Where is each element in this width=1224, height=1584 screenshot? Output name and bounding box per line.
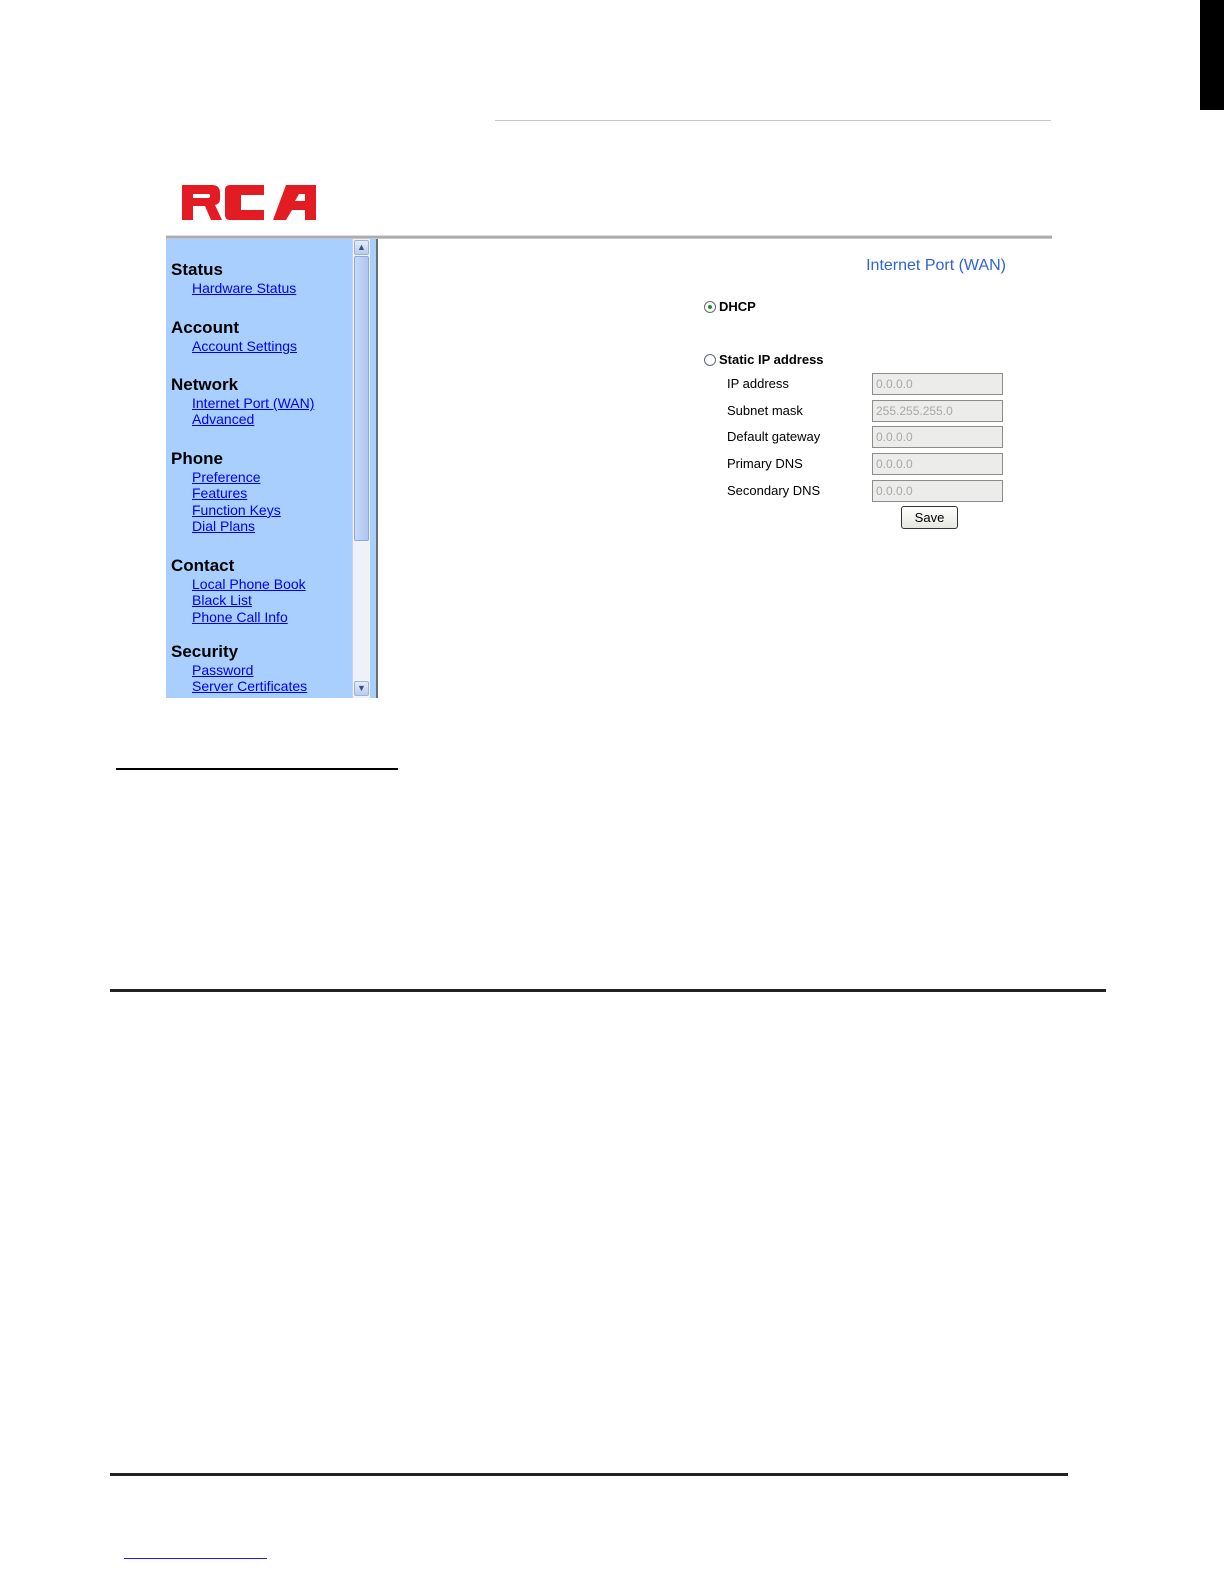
nav-group-account [171, 318, 297, 354]
nav-group-title: Contact [171, 556, 235, 575]
ip-address-label: IP address [727, 376, 789, 391]
nav-link-internet-port[interactable]: Internet Port (WAN) [192, 395, 315, 411]
web-admin-screenshot [166, 168, 1052, 698]
nav-group-title: Security [171, 642, 239, 661]
ip-address-row [727, 373, 1017, 395]
nav-group-title: Network [171, 375, 239, 394]
content-frame [378, 239, 1052, 698]
primary-dns-input[interactable]: 0.0.0.0 [872, 453, 1003, 475]
nav-frame [166, 239, 378, 698]
nav-link-server-certificates[interactable]: Server Certificates [192, 678, 308, 695]
sidebar-nav [166, 239, 352, 698]
footer-divider [110, 1473, 1068, 1476]
primary-dns-label: Primary DNS [727, 456, 803, 471]
scroll-thumb[interactable] [354, 256, 369, 541]
nav-group-network [171, 375, 314, 428]
nav-group-title: Status [171, 260, 223, 279]
nav-link-hardware-status[interactable]: Hardware Status [192, 280, 297, 296]
static-ip-option[interactable] [704, 352, 824, 367]
default-gateway-label: Default gateway [727, 429, 821, 444]
nav-link-features[interactable]: Features [192, 485, 248, 502]
nav-group-title: Phone [171, 449, 223, 468]
nav-group-title: Account [171, 318, 239, 337]
subnet-mask-input[interactable]: 255.255.255.0 [872, 400, 1003, 422]
nav-link-password[interactable]: Password [192, 662, 254, 678]
dhcp-radio[interactable] [704, 301, 716, 313]
nav-link-phone-call-info[interactable]: Phone Call Info [192, 608, 288, 625]
nav-group-status [171, 260, 296, 296]
nav-group-phone [171, 449, 281, 535]
section-underline [116, 768, 398, 770]
default-gateway-row [727, 426, 1017, 448]
scroll-down-icon[interactable]: ▼ [354, 681, 369, 696]
nav-link-function-keys[interactable]: Function Keys [192, 501, 281, 518]
nav-scrollbar[interactable] [352, 239, 370, 698]
default-gateway-input[interactable]: 0.0.0.0 [872, 426, 1003, 448]
nav-link-dial-plans[interactable]: Dial Plans [192, 518, 256, 535]
subnet-mask-label: Subnet mask [727, 403, 803, 418]
dhcp-option[interactable] [704, 299, 756, 314]
static-ip-radio[interactable] [704, 354, 716, 366]
subnet-mask-row [727, 400, 1017, 422]
ip-address-input[interactable]: 0.0.0.0 [872, 373, 1003, 395]
secondary-dns-label: Secondary DNS [727, 483, 821, 498]
secondary-dns-row [727, 480, 1017, 502]
nav-link-local-phone-book[interactable]: Local Phone Book [192, 576, 306, 592]
nav-group-contact [171, 556, 306, 625]
nav-link-advanced[interactable]: Advanced [192, 411, 255, 428]
nav-group-security [171, 642, 307, 695]
nav-link-account-settings[interactable]: Account Settings [192, 338, 298, 354]
page-edge-tab [1200, 0, 1224, 110]
primary-dns-row [727, 453, 1017, 475]
save-button[interactable]: Save [901, 506, 958, 529]
dhcp-label: DHCP [719, 299, 756, 314]
section-divider [110, 989, 1106, 992]
top-divider [495, 120, 1051, 121]
nav-link-preference[interactable]: Preference [192, 469, 261, 485]
nav-link-black-list[interactable]: Black List [192, 592, 252, 609]
static-ip-label: Static IP address [719, 352, 824, 367]
scroll-up-icon[interactable]: ▲ [354, 240, 369, 255]
page-title: Internet Port (WAN) [866, 257, 1006, 274]
rca-logo [182, 182, 316, 222]
footer-link-underline [124, 1558, 267, 1559]
secondary-dns-input[interactable]: 0.0.0.0 [872, 480, 1003, 502]
